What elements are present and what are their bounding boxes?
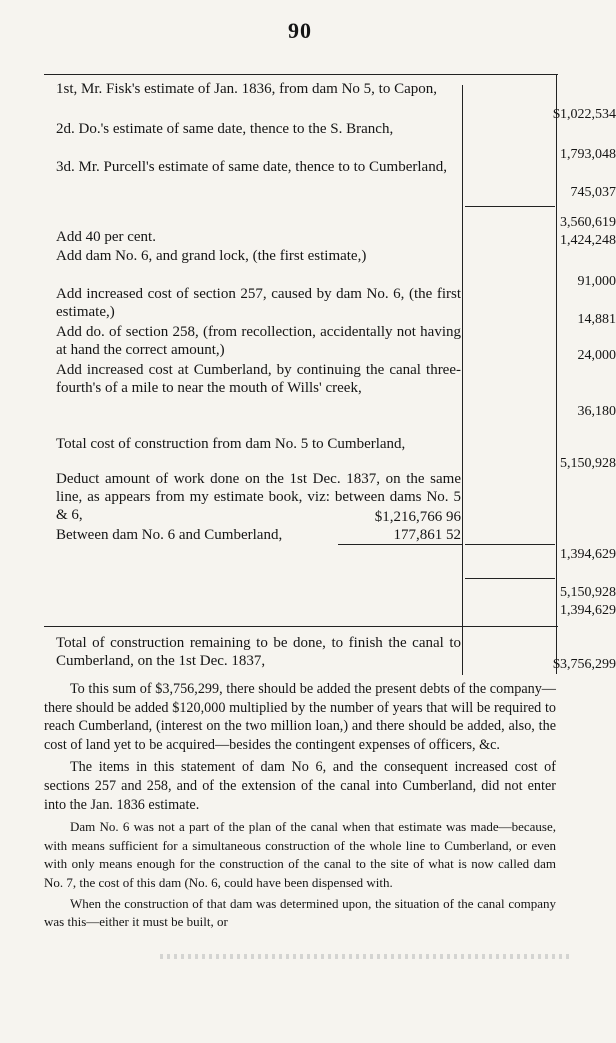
deduct-total: 1,394,629 — [560, 547, 616, 562]
deduct-total-rule — [465, 544, 555, 545]
deduct-block — [56, 470, 566, 546]
paragraph: The items in this statement of dam No 6, and the consequent increased cost of sections 257 and 258, and of the extension of the canal into Cumberland, did not enter into the Jan. 1836 estimate. — [44, 759, 556, 813]
item-label: Add 40 per cent. — [56, 229, 156, 245]
item-amount: 91,000 — [577, 274, 616, 289]
sum-rule — [465, 206, 555, 207]
item-amount: 745,037 — [570, 185, 616, 200]
paragraph: To this sum of $3,756,299, there should be added the present debts of the company—there should be added $120,000 multiplied by the number of years that will be required to reach Cumberland, (interest on the two million loan,) and there should be added, also, the cost of land yet to be acquired—besides the contingent expenses of officers, &c. — [44, 681, 556, 753]
page-number: 90 — [288, 18, 312, 43]
deduct-total-row — [56, 546, 616, 566]
deduct-amount-2: 177,861 52 — [393, 527, 461, 543]
table-top-rule — [44, 74, 558, 75]
item-label: 3d. Mr. Purcell's estimate of same date, thence to to Cumberland, — [56, 159, 447, 175]
table-row — [56, 247, 616, 289]
item-label: Add do. of section 258, (from recollection, accidentally not having at hand the correct amount,) — [56, 324, 461, 358]
item-label: Total cost of construction from dam No. 5 to Cumberland, — [56, 436, 406, 452]
item-label: Add increased cost at Cumberland, by continuing the canal three-fourth's of a mile to near the mouth of Wills' creek, — [56, 362, 461, 396]
paragraph: When the construction of that dam was determined upon, the situation of the canal company was this—either it must be built, or — [44, 895, 556, 930]
subtraction-a: 5,150,928 — [560, 585, 616, 600]
item-amount: 3,560,619 — [560, 215, 616, 230]
item-label: Add increased cost of section 257, caused by dam No. 6, (the first estimate,) — [56, 286, 461, 320]
subtraction-row — [56, 602, 616, 622]
subtraction-rule — [465, 578, 555, 579]
subtraction-row — [56, 584, 616, 604]
subtraction-b: 1,394,629 — [560, 603, 616, 618]
item-label: 1st, Mr. Fisk's estimate of Jan. 1836, from dam No 5, to Capon, — [56, 81, 438, 97]
item-amount: 36,180 — [577, 404, 616, 419]
table-row — [56, 80, 616, 122]
item-amount: 1,424,248 — [560, 233, 616, 248]
remaining-rule — [44, 626, 558, 627]
item-amount: 1,793,048 — [560, 147, 616, 162]
table-row — [56, 158, 616, 200]
table-row — [56, 323, 616, 363]
remaining-label: Total of construction remaining to be done, to finish the canal to Cumberland, on the 1st Dec. 1837, — [56, 635, 461, 669]
item-label: 2d. Do.'s estimate of same date, thence to the S. Branch, — [56, 121, 394, 137]
scan-smudge — [160, 954, 570, 959]
table-row — [56, 435, 616, 475]
table-row — [56, 361, 616, 421]
deduct-text: Deduct amount of work done on the 1st Dec. 1837, on the same line, as appears from my estimate book, viz: between dams No. 5 & 6, — [56, 471, 461, 523]
item-amount: $1,022,534 — [553, 107, 616, 122]
table-row — [56, 228, 616, 248]
remaining-amount: $3,756,299 — [553, 657, 616, 672]
paragraph: Dam No. 6 was not a part of the plan of the canal when that estimate was made—because, with means sufficient for a simultaneous construction of the whole line to Cumberland, or even with only means enough for the construction of the canal to the site of what is now called dam No. 7, the cost of this dam (No. 6, could have been dispensed with. — [44, 819, 556, 890]
remaining-row — [56, 634, 616, 674]
item-amount: 5,150,928 — [560, 456, 616, 471]
item-amount: 24,000 — [577, 348, 616, 363]
table-row — [56, 120, 616, 162]
item-label: Add dam No. 6, and grand lock, (the first estimate,) — [56, 248, 367, 264]
table-row — [56, 285, 616, 327]
deduct-rule — [338, 544, 462, 545]
deduct-amount-1: $1,216,766 96 — [341, 508, 461, 526]
body-text — [44, 680, 556, 932]
deduct-line-2: Between dam No. 6 and Cumberland, — [56, 527, 283, 543]
item-amount: 14,881 — [577, 312, 616, 327]
